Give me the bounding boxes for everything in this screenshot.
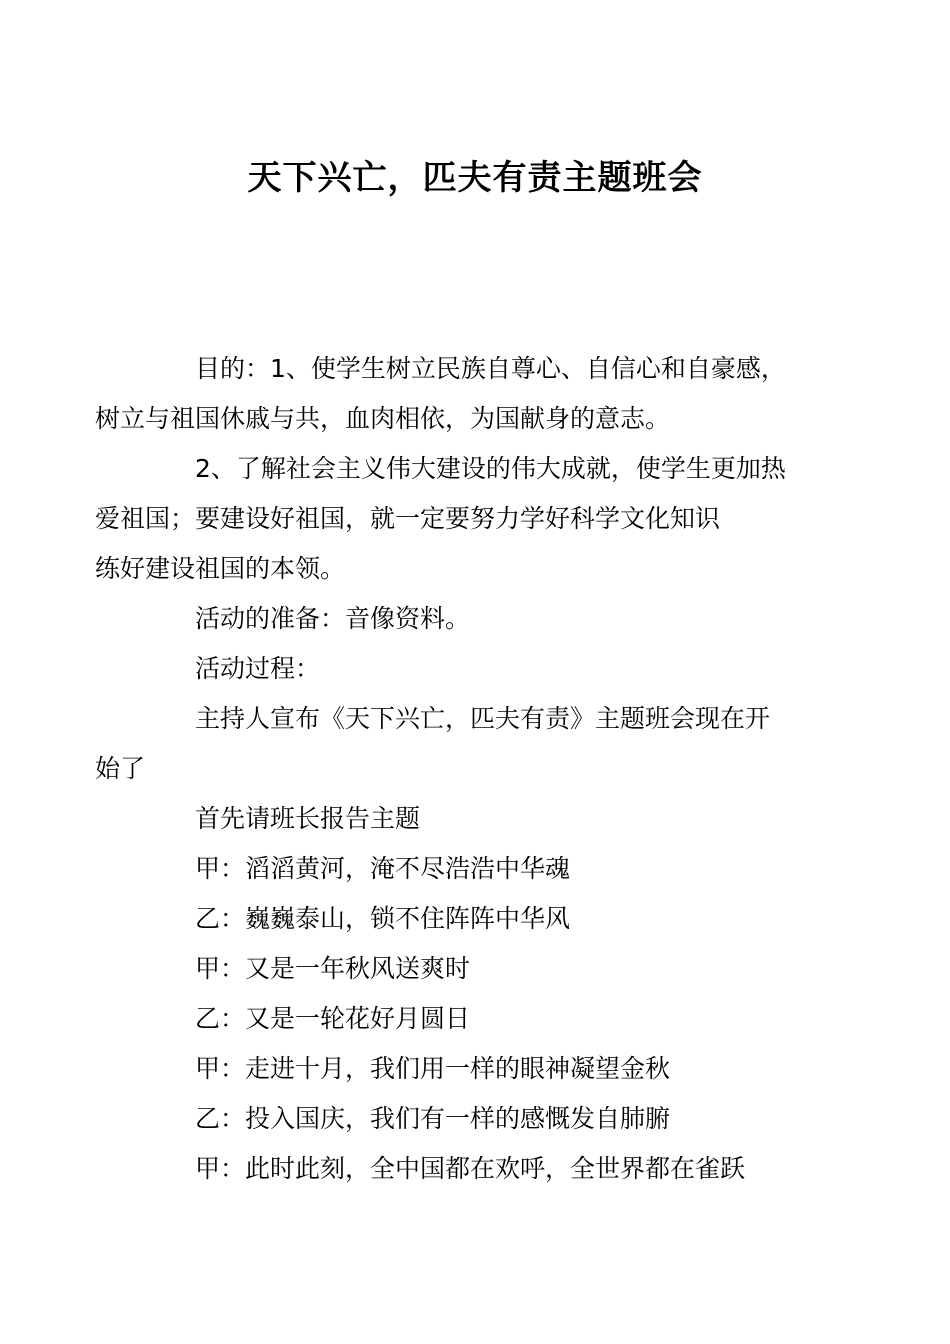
text-line: 甲：又是一年秋风送爽时 bbox=[195, 954, 471, 983]
text-line: 甲：走进十月，我们用一样的眼神凝望金秋 bbox=[195, 1054, 671, 1083]
text-line: 目的：1、使学生树立民族自尊心、自信心和自豪感， bbox=[195, 354, 786, 383]
paragraph-monitor-report bbox=[145, 794, 809, 844]
paragraph-preparation bbox=[145, 594, 809, 644]
text-line: 乙：投入国庆，我们有一样的感慨发自肺腑 bbox=[195, 1104, 671, 1133]
dialogue-line bbox=[145, 994, 809, 1044]
text-line: 乙：又是一轮花好月圆日 bbox=[195, 1004, 471, 1033]
text-line: 乙：巍巍泰山，锁不住阵阵中华风 bbox=[195, 904, 571, 933]
text-line: 树立与祖国休戚与共，血肉相依，为国献身的意志。 bbox=[95, 404, 671, 433]
paragraph-purpose-1 bbox=[95, 344, 809, 444]
text-line: 甲：滔滔黄河，淹不尽浩浩中华魂 bbox=[195, 854, 571, 883]
text-line: 练好建设祖国的本领。 bbox=[95, 554, 346, 583]
text-line: 爱祖国；要建设好祖国，就一定要努力学好科学文化知识 bbox=[95, 504, 721, 533]
text-line: 甲：此时此刻，全中国都在欢呼，全世界都在雀跃 bbox=[195, 1154, 746, 1183]
dialogue-line bbox=[145, 1094, 809, 1144]
text-line: 主持人宣布《天下兴亡，匹夫有责》主题班会现在开 bbox=[195, 704, 771, 733]
document-title: 天下兴亡，匹夫有责主题班会 bbox=[247, 158, 703, 198]
text-line: 活动过程： bbox=[195, 654, 321, 683]
paragraph-host-announcement bbox=[95, 694, 809, 794]
text-line: 首先请班长报告主题 bbox=[195, 804, 421, 833]
text-line: 始了 bbox=[95, 754, 146, 783]
dialogue-line bbox=[145, 844, 809, 894]
dialogue-line bbox=[145, 1044, 809, 1094]
text-line: 2、了解社会主义伟大建设的伟大成就，使学生更加热 bbox=[195, 454, 786, 483]
paragraph-purpose-2 bbox=[95, 444, 809, 594]
text-line: 活动的准备：音像资料。 bbox=[195, 604, 471, 633]
dialogue-line bbox=[145, 894, 809, 944]
dialogue-line bbox=[145, 944, 809, 994]
dialogue-line bbox=[145, 1144, 809, 1194]
document-body bbox=[95, 344, 809, 1194]
paragraph-process-heading bbox=[145, 644, 809, 694]
